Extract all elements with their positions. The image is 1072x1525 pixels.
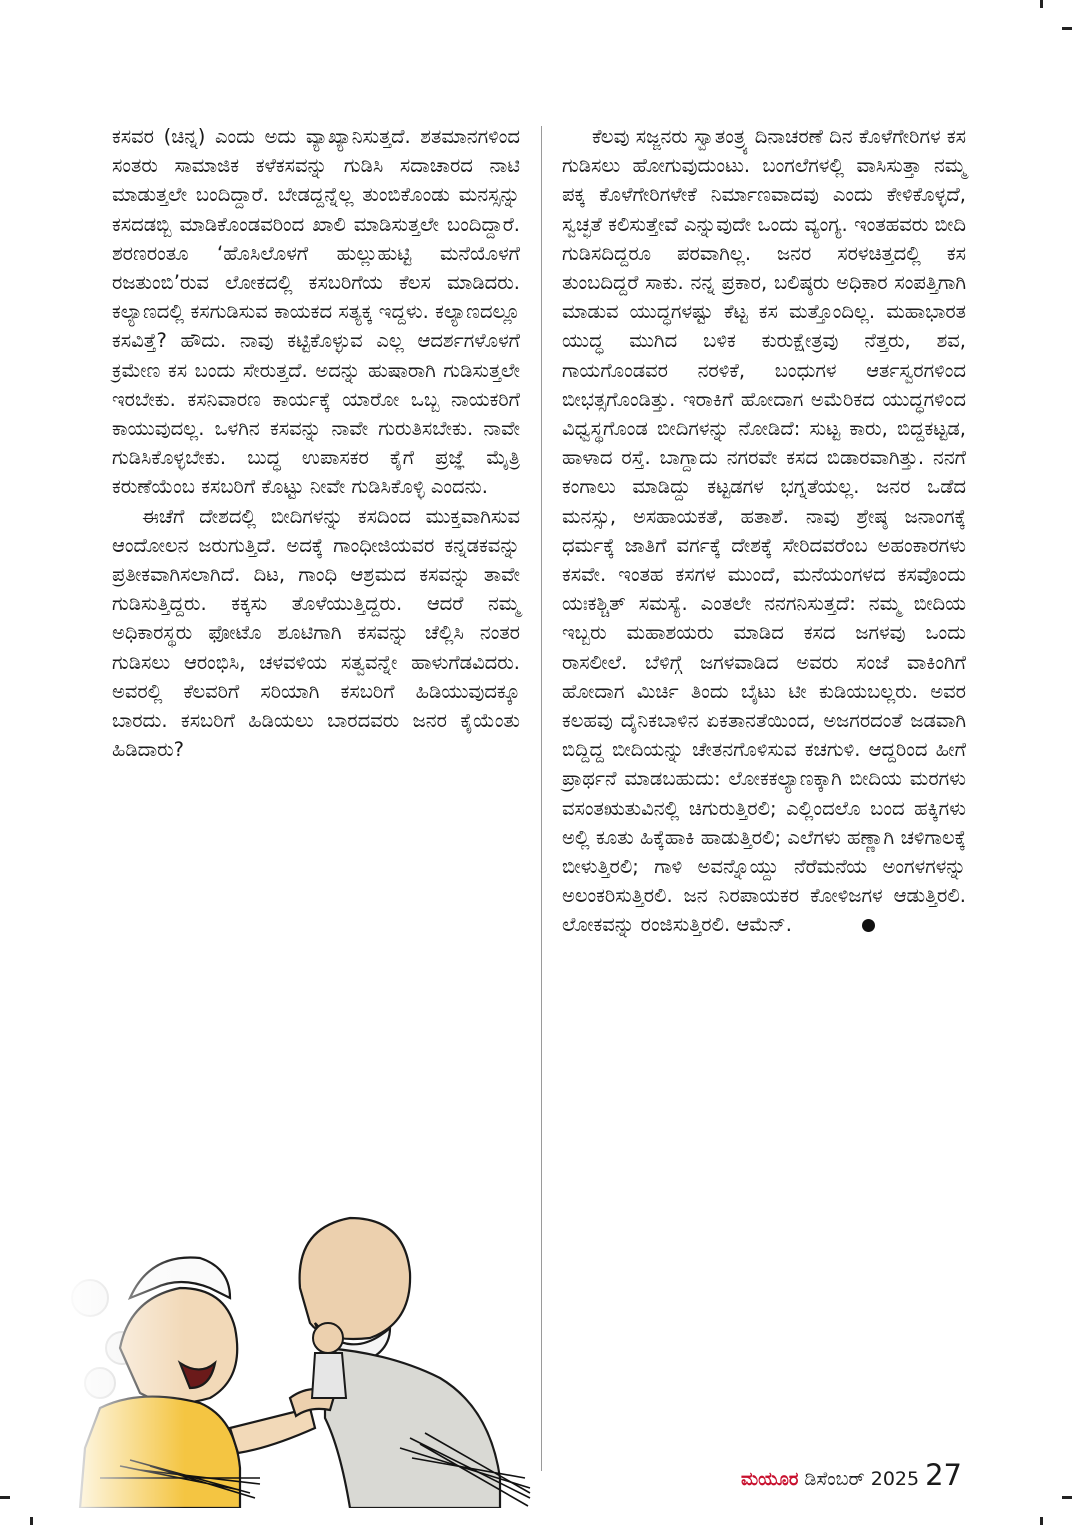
crop-mark [0, 1496, 10, 1499]
paragraph [562, 122, 966, 940]
issue-date: ಡಿಸೆಂಬರ್ 2025 [804, 1468, 920, 1490]
cartoon-illustration [60, 1148, 560, 1508]
paragraph: ಈಚೆಗೆ ದೇಶದಲ್ಲಿ ಬೀದಿಗಳನ್ನು ಕಸದಿಂದ ಮುಕ್ತವಾಗಿಸುವ ಆಂದೋಲನ ಜರುಗುತ್ತಿದೆ. ಅದಕ್ಕೆ ಗಾಂಧೀಜಿಯವರ ಕನ್ನಡಕವನ್ನು ಪ್ರತೀಕವಾಗಿಸಲಾಗಿದೆ. ದಿಟ, ಗಾಂಧಿ ಆಶ್ರಮದ ಕಸವನ್ನು ತಾವೇ ಗುಡಿಸುತ್ತಿದ್ದರು. ಕಕ್ಕಸು ತೊಳೆಯುತ್ತಿದ್ದರು. ಆದರೆ ನಮ್ಮ ಅಧಿಕಾರಸ್ಥರು ಫೋಟೊ ಶೂಟಿಗಾಗಿ ಕಸವನ್ನು ಚೆಲ್ಲಿಸಿ ನಂತರ ಗುಡಿಸಲು ಆರಂಭಿಸಿ, ಚಳವಳಿಯ ಸತ್ವವನ್ನೇ ಹಾಳುಗೆಡವಿದರು. ಅವರಲ್ಲಿ ಕೆಲವರಿಗೆ ಸರಿಯಾಗಿ ಕಸಬರಿಗೆ ಹಿಡಿಯುವುದಕ್ಕೂ ಬಾರದು. ಕಸಬರಿಗೆ ಹಿಡಿಯಲು ಬಾರದವರು ಜನರ ಕೈಯೆಂತು ಹಿಡಿದಾರು? [112, 504, 520, 762]
article-column-right [562, 122, 966, 940]
paragraph: ಕಸವರ (ಚಿನ್ನ) ಎಂದು ಅದು ವ್ಯಾಖ್ಯಾನಿಸುತ್ತದೆ. ಶತಮಾನಗಳಿಂದ ಸಂತರು ಸಾಮಾಜಿಕ ಕಳೆಕಸವನ್ನು ಗುಡಿಸಿ ಸದಾಚಾರದ ನಾಟಿ ಮಾಡುತ್ತಲೇ ಬಂದಿದ್ದಾರೆ. ಬೇಡದ್ದನ್ನೆಲ್ಲ ತುಂಬಿಕೊಂಡು ಮನಸ್ಸನ್ನು ಕಸದಡಬ್ಬಿ ಮಾಡಿಕೊಂಡವರಿಂದ ಖಾಲಿ ಮಾಡಿಸುತ್ತಲೇ ಬಂದಿದ್ದಾರೆ. ಶರಣರಂತೂ ‘ಹೊಸಿಲೊಳಗೆ ಹುಲ್ಲುಹುಟ್ಟಿ ಮನೆಯೊಳಗೆ ರಜತುಂಬಿ’ರುವ ಲೋಕದಲ್ಲಿ ಕಸಬರಿಗೆಯ ಕೆಲಸ ಮಾಡಿದರು. ಕಲ್ಯಾಣದಲ್ಲಿ ಕಸಗುಡಿಸುವ ಕಾಯಕದ ಸತ್ಯಕ್ಕ ಇದ್ದಳು. ಕಲ್ಯಾಣದಲ್ಲೂ ಕಸವಿತ್ತೆ? ಹೌದು. ನಾವು ಕಟ್ಟಿಕೊಳ್ಳುವ ಎಲ್ಲ ಆದರ್ಶಗಳೊಳಗೆ ಕ್ರಮೇಣ ಕಸ ಬಂದು ಸೇರುತ್ತದೆ. ಅದನ್ನು ಹುಷಾರಾಗಿ ಗುಡಿಸುತ್ತಲೇ ಇರಬೇಕು. ಕಸನಿವಾರಣ ಕಾರ್ಯಕ್ಕೆ ಯಾರೋ ಒಬ್ಬ ನಾಯಕರಿಗೆ ಕಾಯುವುದಲ್ಲ. ಒಳಗಿನ ಕಸವನ್ನು ನಾವೇ ಗುರುತಿಸಬೇಕು. ನಾವೇ ಗುಡಿಸಿಕೊಳ್ಳಬೇಕು. ಬುದ್ಧ ಉಪಾಸಕರ ಕೈಗೆ ಪ್ರಜ್ಞೆ ಮೈತ್ರಿ ಕರುಣೆಯೆಂಬ ಕಸಬರಿಗೆ ಕೊಟ್ಟು ನೀವೇ ಗುಡಿಸಿಕೊಳ್ಳಿ ಎಂದನು. [112, 125, 520, 499]
crop-mark [1040, 0, 1043, 8]
end-of-article-bullet-icon [862, 919, 875, 932]
page-footer [741, 1458, 962, 1492]
article-column-left [112, 122, 520, 764]
page-number: 27 [925, 1458, 962, 1492]
crop-mark [1062, 27, 1072, 30]
crop-mark [1040, 1517, 1043, 1525]
paragraph-text: ಕೆಲವು ಸಜ್ಜನರು ಸ್ವಾತಂತ್ರ್ಯ ದಿನಾಚರಣೆ ದಿನ ಕೊಳೆಗೇರಿಗಳ ಕಸ ಗುಡಿಸಲು ಹೋಗುವುದುಂಟು. ಬಂಗಲೆಗಳಲ್ಲಿ ವಾಸಿಸುತ್ತಾ ನಮ್ಮ ಪಕ್ಕ ಕೊಳೆಗೇರಿಗಳೇಕೆ ನಿರ್ಮಾಣವಾದವು ಎಂದು ಕೇಳಿಕೊಳ್ಳದೆ, ಸ್ವಚ್ಛತೆ ಕಲಿಸುತ್ತೇವೆ ಎನ್ನುವುದೇ ಒಂದು ವ್ಯಂಗ್ಯ. ಇಂತಹವರು ಬೀದಿ ಗುಡಿಸದಿದ್ದರೂ ಪರವಾಗಿಲ್ಲ. ಜನರ ಸರಳಚಿತ್ತದಲ್ಲಿ ಕಸ ತುಂಬದಿದ್ದರೆ ಸಾಕು. ನನ್ನ ಪ್ರಕಾರ, ಬಲಿಷ್ಠರು ಅಧಿಕಾರ ಸಂಪತ್ತಿಗಾಗಿ ಮಾಡುವ ಯುದ್ಧಗಳಷ್ಟು ಕೆಟ್ಟ ಕಸ ಮತ್ತೊಂದಿಲ್ಲ. ಮಹಾಭಾರತ ಯುದ್ಧ ಮುಗಿದ ಬಳಿಕ ಕುರುಕ್ಷೇತ್ರವು ನೆತ್ತರು, ಶವ, ಗಾಯಗೊಂಡವರ ನರಳಿಕೆ, ಬಂಧುಗಳ ಆರ್ತಸ್ವರಗಳಿಂದ ಬೀಭತ್ಸಗೊಂಡಿತ್ತು. ಇರಾಕಿಗೆ ಹೋದಾಗ ಅಮೆರಿಕದ ಯುದ್ಧಗಳಿಂದ ವಿಧ್ವಸ್ಥಗೊಂಡ ಬೀದಿಗಳನ್ನು ನೋಡಿದೆ: ಸುಟ್ಟ ಕಾರು, ಬಿದ್ದಕಟ್ಟಡ, ಹಾಳಾದ ರಸ್ತೆ. ಬಾಗ್ದಾದು ನಗರವೇ ಕಸದ ಬಿಡಾರವಾಗಿತ್ತು. ನನಗೆ ಕಂಗಾಲು ಮಾಡಿದ್ದು ಕಟ್ಟಡಗಳ ಭಗ್ನತೆಯಲ್ಲ. ಜನರ ಒಡೆದ ಮನಸ್ಸು, ಅಸಹಾಯಕತೆ, ಹತಾಶೆ. ನಾವು ಶ್ರೇಷ್ಠ ಜನಾಂಗಕ್ಕೆ ಧರ್ಮಕ್ಕೆ ಜಾತಿಗೆ ವರ್ಗಕ್ಕೆ ದೇಶಕ್ಕೆ ಸೇರಿದವರೆಂಬ ಅಹಂಕಾರಗಳು ಕಸವೇ. ಇಂತಹ ಕಸಗಳ ಮುಂದೆ, ಮನೆಯಂಗಳದ ಕಸವೊಂದು ಯಃಕಶ್ಚಿತ್ ಸಮಸ್ಯೆ. ಎಂತಲೇ ನನಗನಿಸುತ್ತದೆ: ನಮ್ಮ ಬೀದಿಯ ಇಬ್ಬರು ಮಹಾಶಯರು ಮಾಡಿದ ಕಸದ ಜಗಳವು ಒಂದು ರಾಸಲೀಲೆ. ಬೆಳಿಗ್ಗೆ ಜಗಳವಾಡಿದ ಅವರು ಸಂಜೆ ವಾಕಿಂಗಿಗೆ ಹೋದಾಗ ಮಿರ್ಚಿ ತಿಂದು ಬೈಟು ಟೀ ಕುಡಿಯಬಲ್ಲರು. ಅವರ ಕಲಹವು ದೈನಿಕಬಾಳಿನ ಏಕತಾನತೆಯಿಂದ, ಅಜಗರದಂತೆ ಜಡವಾಗಿ ಬಿದ್ದಿದ್ದ ಬೀದಿಯನ್ನು ಚೇತನಗೊಳಿಸುವ ಕಚಗುಳಿ. ಆದ್ದರಿಂದ ಹೀಗೆ ಪ್ರಾರ್ಥನೆ ಮಾಡಬಹುದು: ಲೋಕಕಲ್ಯಾಣಕ್ಕಾಗಿ ಬೀದಿಯ ಮರಗಳು ವಸಂತಋತುವಿನಲ್ಲಿ ಚಿಗುರುತ್ತಿರಲಿ; ಎಲ್ಲಿಂದಲೊ ಬಂದ ಹಕ್ಕಿಗಳು ಅಲ್ಲಿ ಕೂತು ಹಿಕ್ಕೆಹಾಕಿ ಹಾಡುತ್ತಿರಲಿ; ಎಲೆಗಳು ಹಣ್ಣಾಗಿ ಚಳಿಗಾಲಕ್ಕೆ ಬೀಳುತ್ತಿರಲಿ; ಗಾಳಿ ಅವನ್ನೊಯ್ದು ನೆರೆಮನೆಯ ಅಂಗಳಗಳನ್ನು ಅಲಂಕರಿಸುತ್ತಿರಲಿ. ಜನ ನಿರಪಾಯಕರ ಕೋಳಿಜಗಳ ಆಡುತ್ತಿರಲಿ. ಲೋಕವನ್ನು ರಂಜಿಸುತ್ತಿರಲಿ. ಆಮೆನ್. [562, 125, 966, 937]
crop-mark [1062, 1496, 1072, 1499]
magazine-name: ಮಯೂರ [740, 1469, 799, 1490]
crop-mark [30, 1517, 33, 1525]
